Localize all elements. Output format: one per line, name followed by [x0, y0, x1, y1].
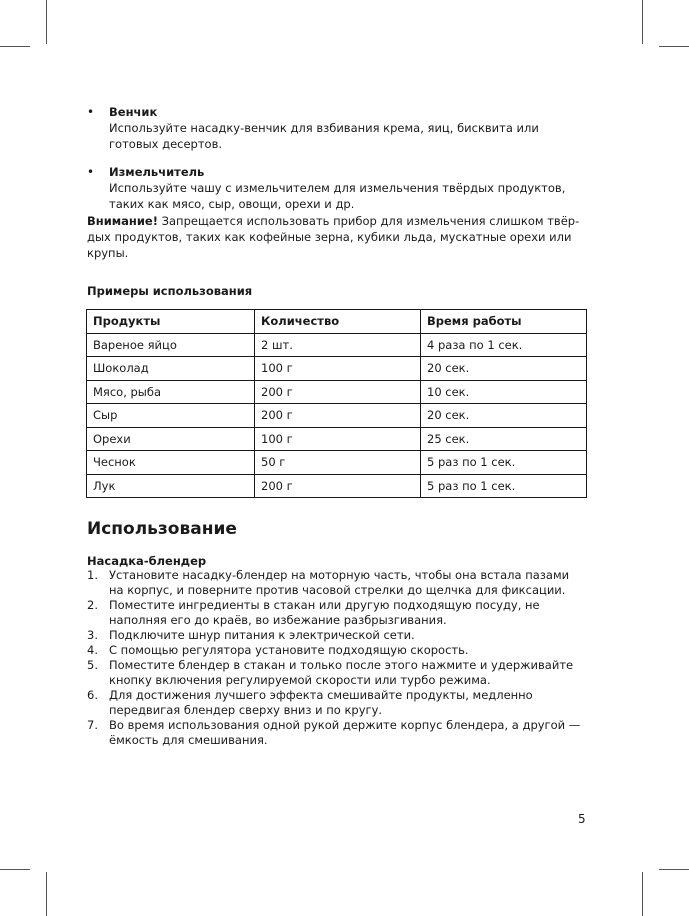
table-row	[87, 427, 587, 451]
bullet-text: Используйте чашу с измельчителем для измельчения твёрдых продуктов, таких как мясо, сыр, овощи, орехи и др.	[109, 181, 566, 211]
table-cell: Орехи	[87, 427, 255, 451]
step-number: 3.	[87, 628, 98, 642]
list-item	[87, 718, 587, 748]
table-row	[87, 404, 587, 428]
table-cell: 200 г	[255, 404, 421, 428]
table-header-cell: Количество	[255, 310, 421, 334]
table-row	[87, 357, 587, 381]
table-cell: 2 шт.	[255, 333, 421, 357]
page-number: 5	[578, 812, 586, 826]
instruction-steps-list	[87, 568, 587, 748]
table-cell: 20 сек.	[421, 404, 587, 428]
step-number: 1.	[87, 568, 98, 582]
sub-heading: Насадка-блендер	[87, 554, 207, 568]
step-number: 4.	[87, 643, 98, 657]
table-cell: Чеснок	[87, 451, 255, 475]
step-number: 2.	[87, 598, 98, 612]
step-number: 7.	[87, 718, 98, 732]
usage-examples-table	[86, 309, 587, 498]
table-cell: 25 сек.	[421, 427, 587, 451]
step-text: С помощью регулятора установите подходящую скорость.	[109, 643, 469, 657]
table-cell: Сыр	[87, 404, 255, 428]
table-cell: Лук	[87, 474, 255, 498]
warning-text: Запрещается использовать прибор для измельчения слишком твёр-дых продуктов, таких как кофейные зерна, кубики льда, мускатные орехи или крупы.	[87, 214, 580, 260]
table-row	[87, 380, 587, 404]
step-text: Для достижения лучшего эффекта смешивайте продукты, медленно передвигая блендер сверху вниз и по кругу.	[109, 688, 533, 717]
table-cell: 10 сек.	[421, 380, 587, 404]
table-header-cell: Продукты	[87, 310, 255, 334]
table-cell: 100 г	[255, 357, 421, 381]
list-item	[87, 628, 587, 643]
step-text: Установите насадку-блендер на моторную часть, чтобы она встала пазами на корпус, и поверните против часовой стрелки до щелчка для фиксации.	[109, 568, 570, 597]
table-cell: 20 сек.	[421, 357, 587, 381]
list-item	[87, 658, 587, 688]
warning-label: Внимание!	[87, 214, 158, 228]
bullet-title: Венчик	[109, 105, 158, 119]
list-item	[87, 688, 587, 718]
bullet-text: Используйте насадку-венчик для взбивания крема, яиц, бисквита или готовых десертов.	[109, 121, 539, 151]
step-text: Подключите шнур питания к электрической сети.	[109, 628, 415, 642]
table-cell: 5 раз по 1 сек.	[421, 451, 587, 475]
table-cell: 200 г	[255, 474, 421, 498]
table-cell: 200 г	[255, 380, 421, 404]
list-item	[87, 568, 587, 598]
table-cell: Мясо, рыба	[87, 380, 255, 404]
section-heading: Использование	[87, 519, 237, 539]
list-item	[87, 643, 587, 658]
table-cell: 50 г	[255, 451, 421, 475]
table-cell: 100 г	[255, 427, 421, 451]
table-header-row	[87, 310, 587, 334]
bullet-title: Измельчитель	[109, 165, 205, 179]
step-text: Поместите блендер в стакан и только после этого нажмите и удерживайте кнопку включения регулируемой скорости или турбо режима.	[109, 658, 574, 687]
table-cell: Шоколад	[87, 357, 255, 381]
bullet-dot: •	[87, 105, 95, 119]
step-text: Поместите ингредиенты в стакан или другую подходящую посуду, не наполняя его до краёв, во избежание разбрызгивания.	[109, 598, 540, 627]
step-number: 6.	[87, 688, 98, 702]
table-cell: 5 раз по 1 сек.	[421, 474, 587, 498]
table-title: Примеры использования	[87, 284, 253, 298]
table-row	[87, 333, 587, 357]
table-cell: Вареное яйцо	[87, 333, 255, 357]
step-text: Во время использования одной рукой держите корпус блендера, а другой — ёмкость для смешивания.	[109, 718, 581, 747]
table-row	[87, 451, 587, 475]
step-number: 5.	[87, 658, 98, 672]
warning-paragraph	[87, 213, 587, 261]
bullet-dot: •	[87, 165, 95, 179]
table-header-cell: Время работы	[421, 310, 587, 334]
list-item	[87, 598, 587, 628]
table-row	[87, 474, 587, 498]
table-cell: 4 раза по 1 сек.	[421, 333, 587, 357]
